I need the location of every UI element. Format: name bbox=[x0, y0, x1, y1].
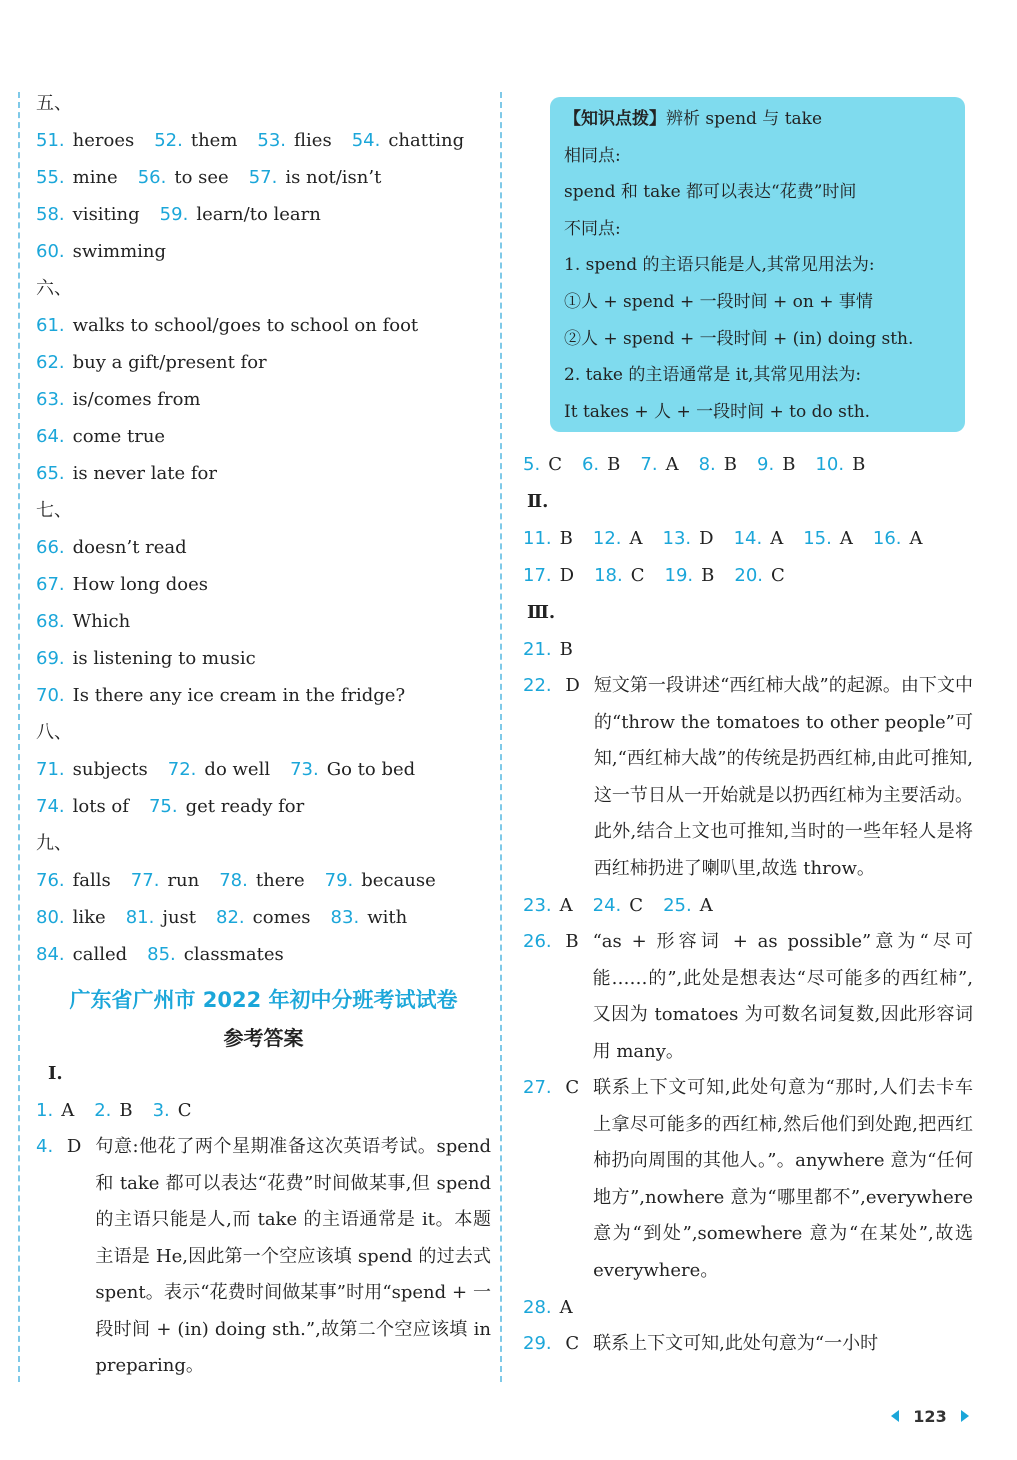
answer-line bbox=[36, 751, 491, 788]
answer-value: run bbox=[167, 870, 200, 891]
answer-value: heroes bbox=[72, 130, 135, 151]
answer-number: 68. bbox=[36, 611, 65, 632]
part-3-heading: Ⅲ. bbox=[527, 602, 556, 623]
page-footer bbox=[885, 1402, 975, 1430]
answers-5-10 bbox=[523, 446, 973, 483]
answer-number: 56. bbox=[137, 167, 167, 188]
answer-number: 74. bbox=[36, 796, 65, 817]
explanation-text: “as + 形容词 + as possible”意为“尽可能……的”,此处是想表达“尽可能多的西红柿”,又因为 tomatoes 为可数名词复数,因此形容词用 many。 bbox=[592, 931, 973, 1062]
explanation-text: 联系上下文可知,此处句意为“一小时 bbox=[593, 1333, 879, 1354]
next-arrow-icon bbox=[961, 1410, 969, 1422]
answer-number: 78. bbox=[219, 870, 248, 891]
answer-value: falls bbox=[72, 870, 111, 891]
answer-value: D bbox=[699, 528, 714, 549]
answer-number: 69. bbox=[36, 648, 65, 669]
answer-number: 73. bbox=[290, 759, 319, 780]
answers-11-16 bbox=[523, 520, 973, 557]
answer-value: C bbox=[548, 454, 562, 475]
answer-line bbox=[36, 603, 491, 640]
answer-value: B bbox=[782, 454, 796, 475]
answers-23-25 bbox=[523, 887, 973, 924]
answer-number: 19. bbox=[664, 565, 694, 586]
page-number: 123 bbox=[913, 1406, 947, 1426]
answer-letter: A bbox=[559, 1297, 573, 1318]
question-number: 4. bbox=[36, 1136, 54, 1157]
question-number: 26. bbox=[523, 931, 552, 952]
knowledge-tip-box bbox=[550, 97, 965, 432]
answer-value: A bbox=[629, 528, 643, 549]
question-26 bbox=[523, 924, 973, 1070]
answer-value: B bbox=[119, 1100, 133, 1121]
question-number: 28. bbox=[523, 1297, 552, 1318]
answer-number: 80. bbox=[36, 907, 65, 928]
answer-number: 84. bbox=[36, 944, 65, 965]
answer-number: 64. bbox=[36, 426, 65, 447]
part-2-heading: Ⅱ. bbox=[527, 491, 549, 512]
answer-value: C bbox=[177, 1100, 192, 1121]
section-5-heading: 五、 bbox=[36, 93, 72, 114]
explanation-text: 句意:他花了两个星期准备这次英语考试。spend 和 take 都可以表达“花费”时间做某事,但 spend 的主语只能是人,而 take 的主语通常是 it。本题主语是 He,因此第一个空应该填 spend 的过去式 spent。表示“花费时间做某事”时用“spend + 一段时间 + (in) doing sth.”,故第二个空应该填 in preparing。 bbox=[95, 1136, 491, 1376]
answer-value: walks to school/goes to school on foot bbox=[72, 315, 419, 336]
answer-value: B bbox=[607, 454, 621, 475]
answer-line bbox=[36, 344, 491, 381]
answer-value: just bbox=[162, 907, 197, 928]
answer-letter: C bbox=[565, 1333, 580, 1354]
answer-value: B bbox=[723, 454, 737, 475]
answer-value: them bbox=[190, 130, 238, 151]
answer-value: with bbox=[367, 907, 408, 928]
answer-value: How long does bbox=[72, 574, 208, 595]
answer-value: visiting bbox=[72, 204, 140, 225]
answer-number: 8. bbox=[698, 454, 716, 475]
answer-value: like bbox=[72, 907, 106, 928]
explanation-text: 联系上下文可知,此处句意为“那时,人们去卡车上拿尽可能多的西红柿,然后他们到处跑,把西红柿扔向周围的其他人。”。anywhere 意为“任何地方”,nowhere 意为“哪里都不”,everywhere 意为“到处”,somewhere 意为“在某处”,故选 everywhere。 bbox=[593, 1077, 973, 1281]
explanation-text: 短文第一段讲述“西红柿大战”的起源。由下文中的“throw the tomatoes to other people”可知,“西红柿大战”的传统是扔西红柿,由此可推知,这一节日从一开始就是以扔西红柿为主要活动。此外,结合上文也可推知,当时的一些年轻人是将西红柿扔进了喇叭里,故选 throw。 bbox=[593, 675, 973, 879]
section-9-heading: 九、 bbox=[36, 833, 72, 854]
answer-number: 18. bbox=[594, 565, 623, 586]
answer-number: 3. bbox=[152, 1100, 170, 1121]
left-margin-dashes bbox=[18, 92, 20, 1382]
column-divider-dashes bbox=[500, 92, 502, 1382]
answer-value: because bbox=[361, 870, 436, 891]
answer-number: 63. bbox=[36, 389, 65, 410]
answer-line bbox=[36, 862, 491, 899]
answer-number: 9. bbox=[757, 454, 775, 475]
answer-value: is not/isn’t bbox=[285, 167, 382, 188]
answer-number: 13. bbox=[662, 528, 692, 549]
answer-value: is/comes from bbox=[72, 389, 201, 410]
section-6 bbox=[36, 307, 491, 492]
answer-letter: D bbox=[66, 1136, 82, 1157]
answer-value: learn/to learn bbox=[196, 204, 321, 225]
tip-line: 相同点: bbox=[564, 145, 621, 166]
answer-value: C bbox=[629, 895, 644, 916]
answer-number: 61. bbox=[36, 315, 65, 336]
answer-number: 70. bbox=[36, 685, 65, 706]
answer-value: mine bbox=[72, 167, 118, 188]
tip-line: 不同点: bbox=[564, 218, 621, 239]
answer-line bbox=[36, 788, 491, 825]
tip-line: ②人 + spend + 一段时间 + (in) doing sth. bbox=[564, 328, 914, 349]
question-27 bbox=[523, 1070, 973, 1289]
section-8-heading: 八、 bbox=[36, 722, 72, 743]
exam-subtitle: 参考答案 bbox=[223, 1026, 304, 1050]
question-number: 21. bbox=[523, 639, 552, 660]
answer-value: A bbox=[839, 528, 853, 549]
section-9 bbox=[36, 862, 491, 973]
section-7-heading: 七、 bbox=[36, 500, 72, 521]
answer-number: 17. bbox=[523, 565, 552, 586]
answer-number: 62. bbox=[36, 352, 65, 373]
answer-letter: C bbox=[565, 1077, 580, 1098]
answer-number: 81. bbox=[125, 907, 155, 928]
section-8 bbox=[36, 751, 491, 825]
answer-number: 67. bbox=[36, 574, 65, 595]
answer-line bbox=[36, 418, 491, 455]
answer-line bbox=[36, 529, 491, 566]
answer-number: 51. bbox=[36, 130, 65, 151]
answer-value: do well bbox=[204, 759, 271, 780]
answer-number: 6. bbox=[581, 454, 600, 475]
answer-number: 66. bbox=[36, 537, 65, 558]
answer-value: C bbox=[630, 565, 645, 586]
question-21 bbox=[523, 631, 973, 668]
answer-value: A bbox=[559, 895, 573, 916]
answer-number: 60. bbox=[36, 241, 65, 262]
answer-line bbox=[36, 640, 491, 677]
answer-number: 71. bbox=[36, 759, 65, 780]
answer-number: 83. bbox=[330, 907, 360, 928]
answer-value: get ready for bbox=[185, 796, 305, 817]
tip-title-text: 辨析 spend 与 take bbox=[666, 109, 823, 129]
tip-title-label: 【知识点拨】 bbox=[564, 109, 666, 129]
answer-value: B bbox=[852, 454, 866, 475]
answer-line bbox=[36, 677, 491, 714]
answer-value: buy a gift/present for bbox=[72, 352, 267, 373]
answer-number: 57. bbox=[248, 167, 278, 188]
answer-line bbox=[36, 307, 491, 344]
answer-value: classmates bbox=[183, 944, 284, 965]
answer-value: Is there any ice cream in the fridge? bbox=[72, 685, 406, 706]
answer-number: 11. bbox=[523, 528, 552, 549]
answer-value: comes bbox=[252, 907, 311, 928]
answer-line bbox=[36, 936, 491, 973]
answer-line bbox=[36, 122, 491, 159]
question-22 bbox=[523, 668, 973, 887]
answer-number: 53. bbox=[257, 130, 287, 151]
exam-title: 广东省广州市 2022 年初中分班考试试卷 bbox=[69, 988, 458, 1012]
answer-number: 1. bbox=[36, 1100, 54, 1121]
answer-number: 82. bbox=[216, 907, 245, 928]
answer-number: 58. bbox=[36, 204, 65, 225]
question-29-label bbox=[523, 1326, 593, 1363]
section-6-heading: 六、 bbox=[36, 278, 72, 299]
answer-number: 7. bbox=[640, 454, 658, 475]
answer-value: C bbox=[771, 565, 785, 586]
answer-value: swimming bbox=[72, 241, 167, 262]
question-22-label bbox=[523, 668, 594, 887]
question-29 bbox=[523, 1326, 973, 1363]
answer-value: B bbox=[701, 565, 715, 586]
answer-value: chatting bbox=[388, 130, 465, 151]
answer-number: 10. bbox=[815, 454, 845, 475]
answer-letter: D bbox=[565, 675, 580, 696]
answer-line bbox=[36, 233, 491, 270]
answer-value: A bbox=[909, 528, 923, 549]
answer-number: 76. bbox=[36, 870, 65, 891]
answer-number: 25. bbox=[663, 895, 692, 916]
right-column bbox=[523, 446, 973, 1363]
answer-value: is listening to music bbox=[72, 648, 256, 669]
answer-line bbox=[36, 455, 491, 492]
answers-1-3 bbox=[36, 1092, 491, 1129]
answer-number: 15. bbox=[803, 528, 832, 549]
answer-value: A bbox=[770, 528, 784, 549]
question-28 bbox=[523, 1289, 973, 1326]
answer-number: 59. bbox=[159, 204, 189, 225]
answer-value: there bbox=[255, 870, 305, 891]
answer-line bbox=[36, 196, 491, 233]
answer-number: 24. bbox=[592, 895, 622, 916]
section-7 bbox=[36, 529, 491, 714]
answer-value: flies bbox=[294, 130, 332, 151]
answer-number: 52. bbox=[154, 130, 183, 151]
answer-value: to see bbox=[174, 167, 229, 188]
answer-letter: B bbox=[565, 931, 579, 952]
answer-value: Which bbox=[72, 611, 131, 632]
answer-line bbox=[36, 159, 491, 196]
question-number: 27. bbox=[523, 1077, 552, 1098]
answer-number: 16. bbox=[872, 528, 902, 549]
answer-number: 55. bbox=[36, 167, 65, 188]
answer-value: A bbox=[665, 454, 679, 475]
question-number: 22. bbox=[523, 675, 552, 696]
section-5 bbox=[36, 122, 491, 270]
tip-line: ①人 + spend + 一段时间 + on + 事情 bbox=[564, 291, 873, 312]
tip-title bbox=[564, 101, 951, 138]
answer-number: 23. bbox=[523, 895, 552, 916]
tip-line: spend 和 take 都可以表达“花费”时间 bbox=[564, 182, 857, 203]
answer-number: 54. bbox=[351, 130, 381, 151]
answer-number: 75. bbox=[148, 796, 178, 817]
answer-number: 77. bbox=[130, 870, 160, 891]
tip-line: 2. take 的主语通常是 it,其常见用法为: bbox=[564, 365, 862, 386]
answer-value: D bbox=[559, 565, 575, 586]
answer-value: A bbox=[699, 895, 713, 916]
answer-value: Go to bed bbox=[326, 759, 416, 780]
question-4-label bbox=[36, 1129, 95, 1385]
answers-17-20 bbox=[523, 557, 973, 594]
answer-letter: B bbox=[559, 639, 573, 660]
question-27-label bbox=[523, 1070, 593, 1289]
left-column bbox=[36, 85, 491, 1385]
question-4 bbox=[36, 1129, 491, 1385]
answer-number: 14. bbox=[733, 528, 763, 549]
answer-number: 79. bbox=[324, 870, 354, 891]
answer-number: 5. bbox=[523, 454, 541, 475]
answer-line bbox=[36, 381, 491, 418]
answer-value: is never late for bbox=[72, 463, 217, 484]
answer-number: 65. bbox=[36, 463, 65, 484]
answer-value: subjects bbox=[72, 759, 148, 780]
tip-line: 1. spend 的主语只能是人,其常见用法为: bbox=[564, 255, 875, 276]
question-number: 29. bbox=[523, 1333, 552, 1354]
answer-number: 20. bbox=[734, 565, 764, 586]
answer-value: lots of bbox=[72, 796, 129, 817]
answer-number: 85. bbox=[147, 944, 176, 965]
question-26-label bbox=[523, 924, 593, 1070]
answer-value: doesn’t read bbox=[72, 537, 187, 558]
answer-number: 12. bbox=[592, 528, 622, 549]
tip-line: It takes + 人 + 一段时间 + to do sth. bbox=[564, 401, 871, 422]
part-1-heading: Ⅰ. bbox=[48, 1063, 63, 1084]
answer-value: B bbox=[559, 528, 573, 549]
answer-value: come true bbox=[72, 426, 166, 447]
answer-number: 2. bbox=[94, 1100, 112, 1121]
answer-number: 72. bbox=[167, 759, 197, 780]
answer-value: A bbox=[61, 1100, 75, 1121]
prev-arrow-icon bbox=[891, 1410, 899, 1422]
answer-line bbox=[36, 566, 491, 603]
answer-line bbox=[36, 899, 491, 936]
answer-value: called bbox=[72, 944, 128, 965]
